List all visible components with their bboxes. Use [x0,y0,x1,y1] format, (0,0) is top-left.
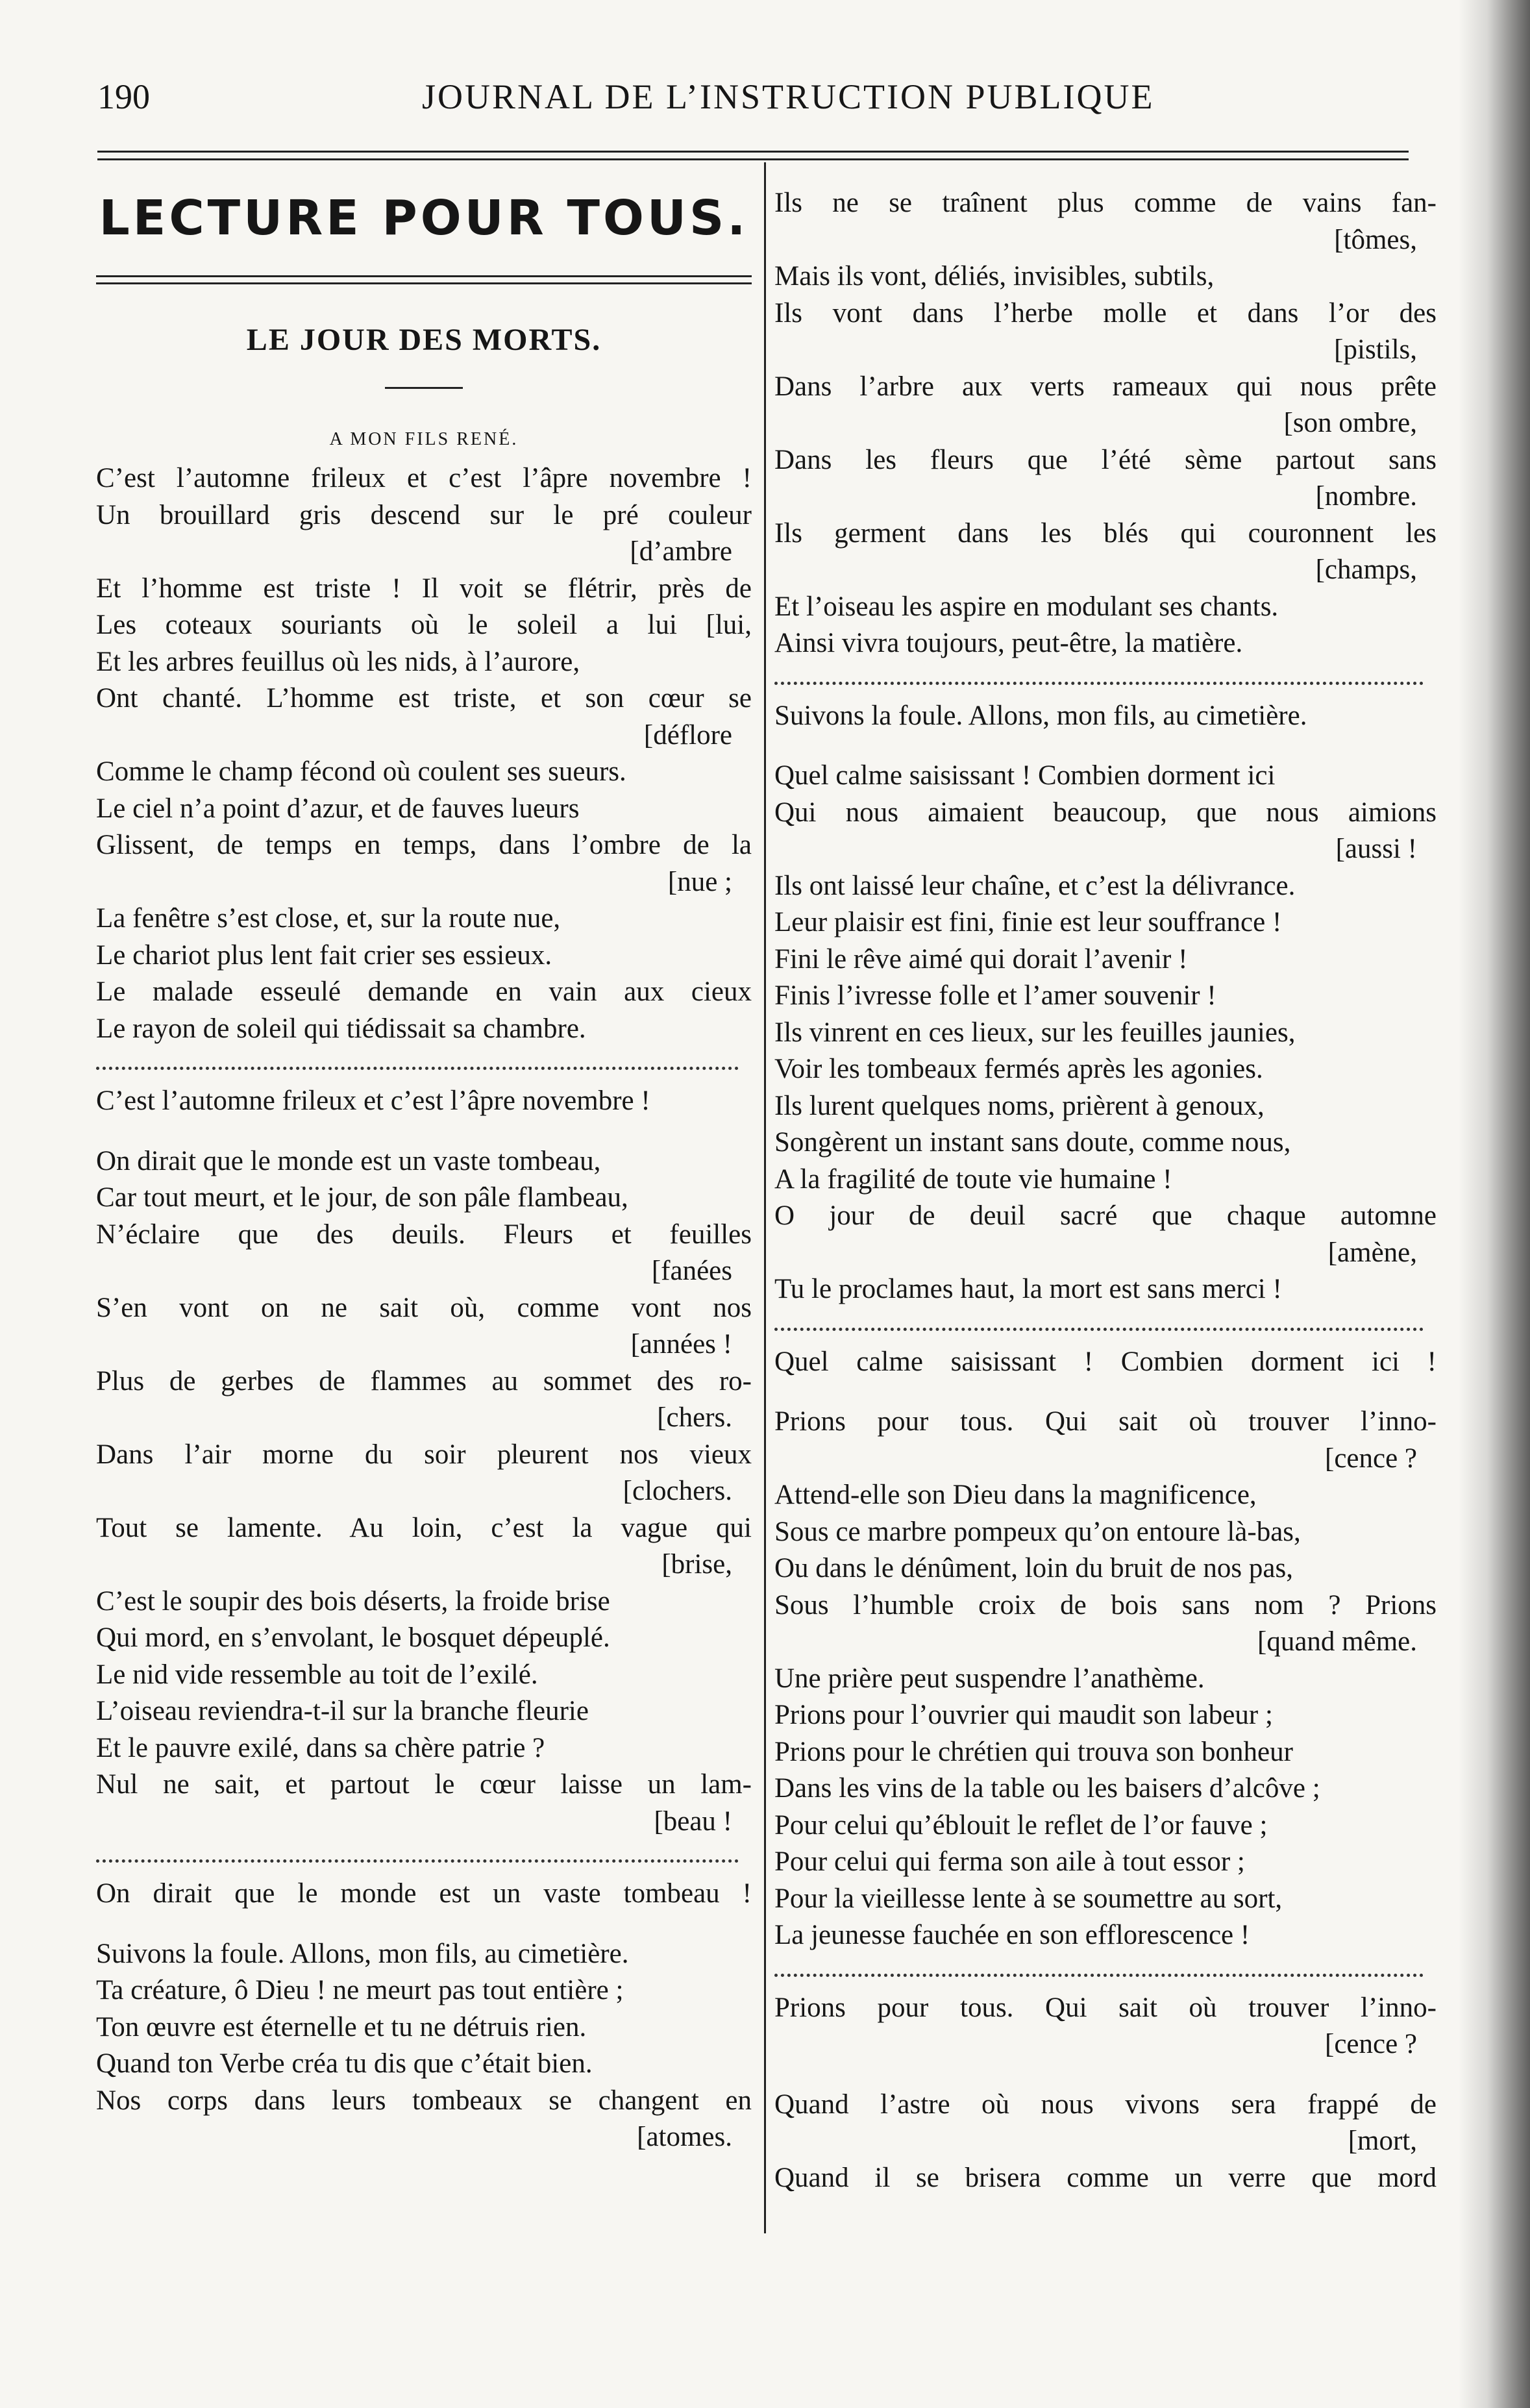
page-edge-shadow [1459,0,1530,2408]
header-rule [97,151,1409,153]
poem-line: Ta créature, ô Dieu ! ne meurt pas tout entière ; [96,1975,624,2005]
poem-line: Finis l’ivresse folle et l’amer souvenir ! [774,980,1216,1011]
poem-line: Pour la vieillesse lente à se soumettre au sort, [774,1883,1283,1914]
poem-line: Quand il se brisera comme un verre que mord [774,2162,1437,2193]
dotted-separator [96,1840,739,1863]
poem-line: Comme le champ fécond où coulent ses sueurs. [96,756,626,787]
stanza-gap [774,1380,1437,1404]
poem-line: Le chariot plus lent fait crier ses essieux. [96,939,552,971]
poem-line: Sous ce marbre pompeux qu’on entoure là-bas, [774,1516,1301,1547]
poem-line: Les coteaux souriants où le soleil a lui [lui, [96,610,752,640]
poem-line: Voir les tombeaux fermés après les agonies. [774,1054,1263,1084]
poem-line: [d’ambre [630,536,732,567]
header-rule-thin [97,158,1409,160]
poem-line: Quand ton Verbe créa tu dis que c’était bien. [96,2048,593,2079]
poem-line: [déflore [643,719,732,751]
poem-line: [fanées [651,1256,732,1286]
poem-line: Ils ont laissé leur chaîne, et c’est la délivrance. [774,870,1296,901]
poem-line: Glissent, de temps en temps, dans l’ombre de la [96,830,752,860]
poem-line: Fini le rêve aimé qui dorait l’avenir ! [774,943,1188,974]
poem-line: [son ombre, [1283,408,1417,438]
stanza-gap [774,734,1437,758]
poem-line: Songèrent un instant sans doute, comme nous, [774,1127,1291,1158]
poem-line: Mais ils vont, déliés, invisibles, subtils, [774,261,1215,292]
poem-line: Et l’homme est triste ! Il voit se flétrir, près de [96,573,752,604]
stanza-gap [96,1913,752,1936]
poem-line: Quel calme saisissant ! Combien dorment ici [774,760,1276,791]
left-poem-lines [96,460,752,2156]
poem-line: Un brouillard gris descend sur le pré couleur [96,499,752,530]
poem-line: Nos corps dans leurs tombeaux se changent en [96,2085,752,2116]
right-column [774,185,1437,2196]
poem-line: Prions pour le chrétien qui trouva son bonheur [774,1736,1293,1767]
left-column [96,188,752,2156]
poem-line: Attend-elle son Dieu dans la magnificence, [774,1480,1257,1510]
poem-line: Tu le proclames haut, la mort est sans merci ! [774,1274,1282,1304]
poem-line: [aussi ! [1335,834,1417,864]
poem-line: Dans les vins de la table ou les baisers d’alcôve ; [774,1773,1320,1804]
poem-line: Le malade esseulé demande en vain aux cieux [96,976,752,1007]
dotted-separator [774,1954,1424,1977]
poem-line: Tout se lamente. Au loin, c’est la vague qui [96,1512,752,1543]
poem-line: Car tout meurt, et le jour, de son pâle flambeau, [96,1182,628,1213]
column-divider [764,162,766,2233]
poem-line: Le nid vide ressemble au toit de l’exilé. [96,1659,538,1690]
poem-line: Ils germent dans les blés qui couronnent les [774,517,1437,549]
poem-line: O jour de deuil sacré que chaque automne [774,1200,1437,1231]
poem-line: [cence ? [1325,2029,1417,2059]
dotted-separator [774,1308,1424,1331]
right-poem-lines [774,185,1437,2196]
title-rule [385,387,463,389]
poem-line: Et l’oiseau les aspire en modulant ses chants. [774,591,1279,622]
stanza-gap [774,2063,1437,2087]
poem-line: [années ! [630,1329,732,1359]
poem-line: [quand même. [1257,1626,1417,1657]
poem-line: [champs, [1315,554,1417,585]
poem-line: Suivons la foule. Allons, mon fils, au cimetière. [774,700,1307,731]
poem-line: [atomes. [637,2122,732,2152]
poem-line: [pistils, [1334,334,1417,365]
poem-line: La jeunesse fauchée en son efflorescence ! [774,1920,1250,1950]
poem-line: Ou dans le dénûment, loin du bruit de nos pas, [774,1553,1293,1583]
poem-line: Dans l’air morne du soir pleurent nos vieux [96,1439,752,1470]
poem-line: C’est l’automne frileux et c’est l’âpre novembre ! [96,1086,650,1116]
poem-line: Ils lurent quelques noms, prièrent à genoux, [774,1090,1265,1121]
poem-line: Suivons la foule. Allons, mon fils, au cimetière. [96,1938,629,1969]
dotted-separator [774,662,1424,685]
poem-line: Prions pour tous. Qui sait où trouver l’inno- [774,1992,1437,2023]
section-rule [96,275,752,284]
poem-line: Ils vont dans l’herbe molle et dans l’or des [774,297,1437,329]
stanza-gap [96,1120,752,1143]
poem-line: [beau ! [654,1806,732,1837]
poem-line: Ils vinrent en ces lieux, sur les feuilles jaunies, [774,1017,1296,1048]
poem-line: On dirait que le monde est un vaste tombeau, [96,1145,601,1176]
poem-line: Dans l’arbre aux verts rameaux qui nous prête [774,371,1437,402]
journal-title: JOURNAL DE L’INSTRUCTION PUBLIQUE [422,77,1155,116]
poem-line: Prions pour l’ouvrier qui maudit son labeur ; [774,1700,1273,1730]
poem-line: Dans les fleurs que l’été sème partout sans [774,444,1437,475]
poem-line: [chers. [657,1402,732,1433]
poem-line: Pour celui qu’éblouit le reflet de l’or fauve ; [774,1809,1268,1841]
page-header [0,0,1530,169]
poem-line: Nul ne sait, et partout le cœur laisse un lam- [96,1769,752,1800]
poem-line: Qui nous aimaient beaucoup, que nous aimions [774,797,1437,828]
poem-line: Ils ne se traînent plus comme de vains fan- [774,188,1437,218]
poem-line: Quand l’astre où nous vivons sera frappé de [774,2089,1437,2120]
poem-line: Et les arbres feuillus où les nids, à l’aurore, [96,646,580,677]
poem-line: L’oiseau reviendra-t-il sur la branche fleurie [96,1696,589,1726]
poem-line: [nue ; [667,866,732,897]
poem-line: Le rayon de soleil qui tiédissait sa chambre. [96,1013,586,1044]
dedication: A MON FILS RENÉ. [329,429,519,449]
poem-line: A la fragilité de toute vie humaine ! [774,1163,1172,1195]
poem-line: [amène, [1327,1237,1417,1268]
poem-line: C’est le soupir des bois déserts, la froide brise [96,1585,610,1617]
poem-line: Une prière peut suspendre l’anathème. [774,1663,1205,1694]
poem-line: [cence ? [1325,1443,1417,1474]
poem-line: [clochers. [623,1476,732,1506]
poem-line: Le ciel n’a point d’azur, et de fauves lueurs [96,793,580,824]
poem-line: Et le pauvre exilé, dans sa chère patrie ? [96,1732,545,1763]
page-number: 190 [97,77,150,116]
section-title: LECTURE POUR TOUS. [99,190,749,246]
poem-line: Qui mord, en s’envolant, le bosquet dépeuplé. [96,1622,610,1653]
poem-line: Ton œuvre est éternelle et tu ne détruis rien. [96,2011,587,2042]
poem-line: La fenêtre s’est close, et, sur la route nue, [96,903,561,934]
poem-line: [brise, [661,1549,732,1580]
poem-line: C’est l’automne frileux et c’est l’âpre novembre ! [96,463,752,493]
poem-line: N’éclaire que des deuils. Fleurs et feuilles [96,1219,752,1250]
poem-line: Pour celui qui ferma son aile à tout essor ; [774,1846,1245,1877]
dotted-separator [96,1047,739,1070]
poem-line: [nombre. [1315,481,1417,512]
poem-title: LE JOUR DES MORTS. [246,323,602,357]
poem-line: On dirait que le monde est un vaste tombeau ! [96,1878,752,1909]
poem-line: Sous l’humble croix de bois sans nom ? Prions [774,1589,1437,1620]
poem-line: [mort, [1348,2126,1417,2156]
poem-line: Ainsi vivra toujours, peut-être, la matière. [774,628,1243,658]
poem-line: Plus de gerbes de flammes au sommet des ro- [96,1365,752,1396]
poem-line: [tômes, [1334,224,1417,255]
poem-line: Ont chanté. L’homme est triste, et son cœur se [96,683,752,714]
poem-line: S’en vont on ne sait où, comme vont nos [96,1292,752,1323]
poem-line: Leur plaisir est fini, finie est leur souffrance ! [774,907,1282,937]
poem-line: Prions pour tous. Qui sait où trouver l’inno- [774,1406,1437,1437]
poem-line: Quel calme saisissant ! Combien dorment ici ! [774,1346,1437,1377]
